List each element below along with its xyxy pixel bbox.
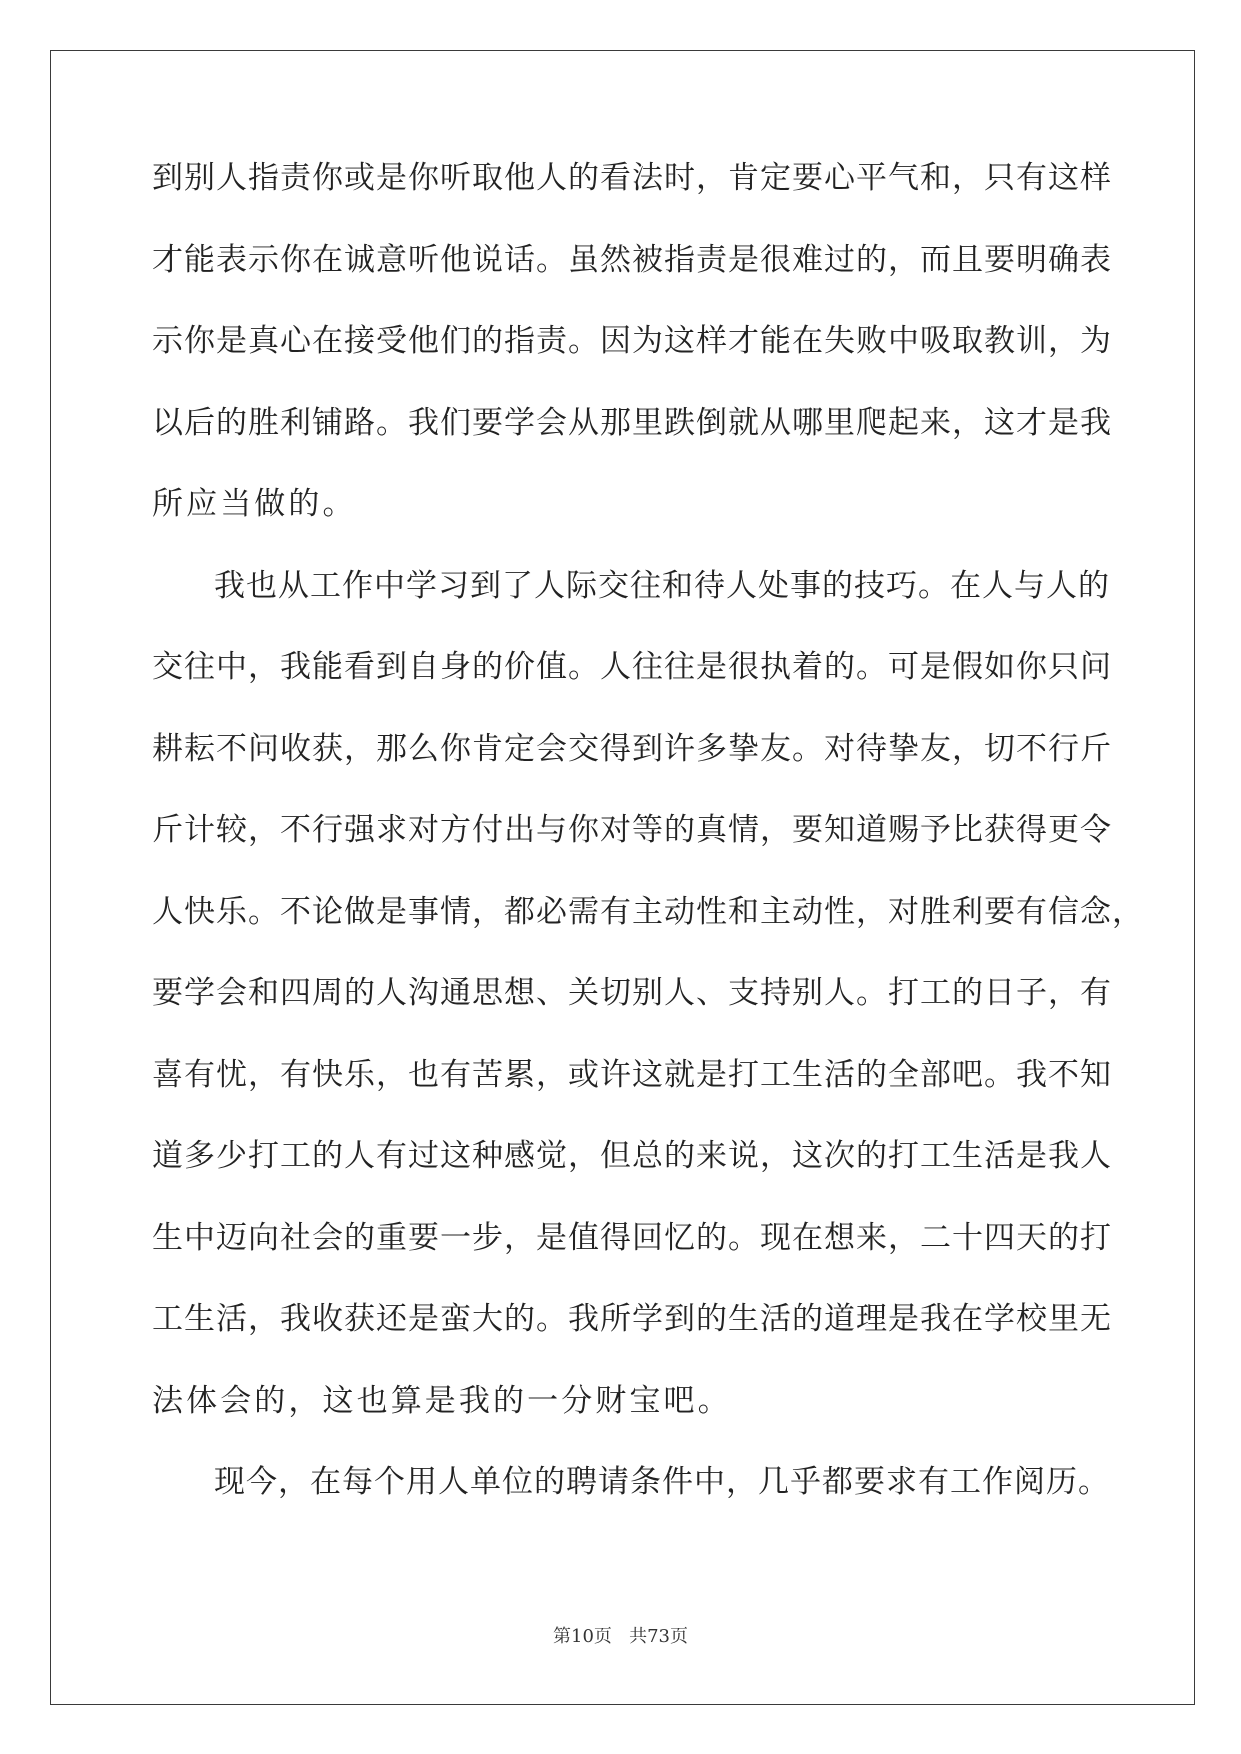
text-line: 喜有忧，有快乐，也有苦累，或许这就是打工生活的全部吧。我不知: [152, 1056, 1112, 1093]
text-line: 所应当做的。: [152, 486, 357, 522]
text-line: 要学会和四周的人沟通思想、关切别人、支持别人。打工的日子，有: [152, 975, 1112, 1011]
current-page-label: 第10页: [553, 1626, 612, 1647]
text-line: 我也从工作中学习到了人际交往和待人处事的技巧。在人与人的: [214, 567, 1110, 604]
text-line: 耕耘不问收获，那么你肯定会交得到许多挚友。对待挚友，切不行斤: [152, 730, 1112, 767]
text-line: 道多少打工的人有过这种感觉，但总的来说，这次的打工生活是我人: [152, 1138, 1112, 1174]
text-line: 交往中，我能看到自身的价值。人往往是很执着的。可是假如你只问: [152, 649, 1112, 685]
text-line: 示你是真心在接受他们的指责。因为这样才能在失败中吸取教训，为: [152, 323, 1112, 359]
text-line: 斤计较，不行强求对方付出与你对等的真情，要知道赐予比获得更令: [152, 812, 1112, 848]
page-footer: [0, 1622, 1241, 1648]
text-line: 法体会的，这也算是我的一分财宝吧。: [152, 1382, 732, 1419]
text-line: 生中迈向社会的重要一步，是值得回忆的。现在想来，二十四天的打: [152, 1219, 1112, 1256]
text-line: 到别人指责你或是你听取他人的看法时，肯定要心平气和，只有这样: [152, 160, 1112, 196]
text-line: 以后的胜利铺路。我们要学会从那里跌倒就从哪里爬起来，这才是我: [152, 404, 1112, 441]
text-line: 工生活，我收获还是蛮大的。我所学到的生活的道理是我在学校里无: [152, 1301, 1112, 1337]
text-line: 现今，在每个用人单位的聘请条件中，几乎都要求有工作阅历。: [214, 1464, 1110, 1500]
text-line: 才能表示你在诚意听他说话。虽然被指责是很难过的，而且要明确表: [152, 241, 1112, 278]
footer-separator: [612, 1626, 629, 1647]
document-body: [152, 158, 1144, 1544]
text-line: 人快乐。不论做是事情，都必需有主动性和主动性，对胜利要有信念，: [152, 893, 1144, 930]
total-pages-label: 共73页: [629, 1626, 688, 1647]
